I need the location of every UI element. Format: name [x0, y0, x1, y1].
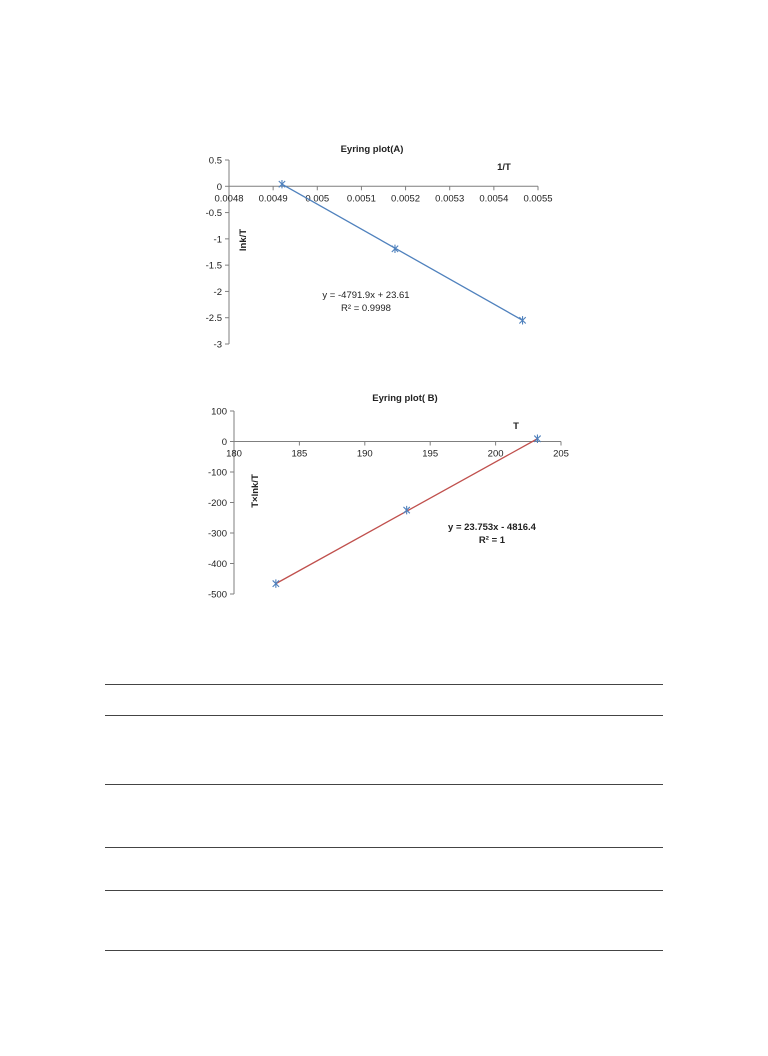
table-rule-6 — [105, 950, 663, 951]
chart-a-y-tick-label: -3 — [213, 339, 222, 351]
chart-b-y-tick-label: 100 — [211, 406, 227, 418]
chart-a-x-tick-label: 0.0048 — [214, 193, 244, 205]
chart-a-y-tick-label: -2.5 — [205, 313, 222, 325]
chart-b-x-tick-label: 200 — [487, 448, 504, 460]
chart-a-x-tick-label: 0.0054 — [479, 193, 509, 205]
chart-b-y-tick-label: -400 — [207, 559, 227, 570]
table-rule-5 — [105, 890, 663, 891]
chart-a-y-tick-label: -1 — [213, 234, 222, 246]
table-rule-3 — [105, 784, 663, 785]
chart-a-title: Eyring plot(A) — [340, 144, 404, 155]
chart-a-y-tick-label: -0.5 — [205, 208, 222, 220]
chart-b-x-tick-label: 195 — [422, 448, 439, 460]
chart-b-r-squared: R² = 1 — [478, 535, 506, 546]
chart-a-y-tick-label: -2 — [213, 286, 222, 298]
chart-b-x-tick-label: 205 — [553, 448, 569, 460]
chart-a-y-axis-title: lnk/T — [238, 228, 249, 252]
chart-b-y-axis-title: T×lnk/T — [250, 474, 261, 508]
chart-b-x-axis-title: T — [513, 421, 519, 432]
chart-a-x-tick-label: 0.0055 — [523, 193, 553, 205]
chart-a-x-tick-label: 0.0049 — [258, 193, 288, 205]
chart-a-x-tick-label: 0.0053 — [435, 193, 465, 205]
table-rule-1 — [105, 684, 663, 685]
chart-b-x-tick-label: 190 — [356, 448, 373, 460]
chart-a-y-tick-label: -1.5 — [205, 260, 222, 272]
chart-b-title: Eyring plot( B) — [372, 393, 438, 404]
chart-a-x-tick-label: 0.0052 — [391, 193, 421, 205]
chart-a-equation: y = -4791.9x + 23.61 — [322, 290, 410, 301]
chart-b-data-point-marker — [534, 435, 540, 443]
chart-b-x-tick-label: 180 — [226, 448, 242, 460]
chart-a-y-tick-label: 0 — [216, 181, 222, 193]
chart-b-y-tick-label: -100 — [207, 467, 227, 479]
chart-b-y-tick-label: -200 — [207, 498, 227, 509]
chart-a-r-squared: R² = 0.9998 — [341, 303, 391, 314]
chart-a-x-tick-label: 0.0051 — [346, 193, 376, 205]
table-rule-4 — [105, 847, 663, 848]
table-rule-2 — [105, 715, 663, 716]
chart-b-y-tick-label: -300 — [207, 528, 227, 540]
chart-b-y-tick-label: 0 — [221, 437, 227, 448]
chart-b-y-tick-label: -500 — [207, 589, 227, 601]
chart-b-equation: y = 23.753x - 4816.4 — [448, 522, 536, 533]
chart-a-x-tick-label: 0.005 — [305, 193, 330, 205]
chart-a-y-tick-label: 0.5 — [208, 155, 222, 167]
chart-a-x-axis-title: 1/T — [497, 162, 511, 173]
chart-b-x-tick-label: 185 — [291, 448, 308, 460]
chart-b-data-point-marker — [273, 579, 279, 587]
